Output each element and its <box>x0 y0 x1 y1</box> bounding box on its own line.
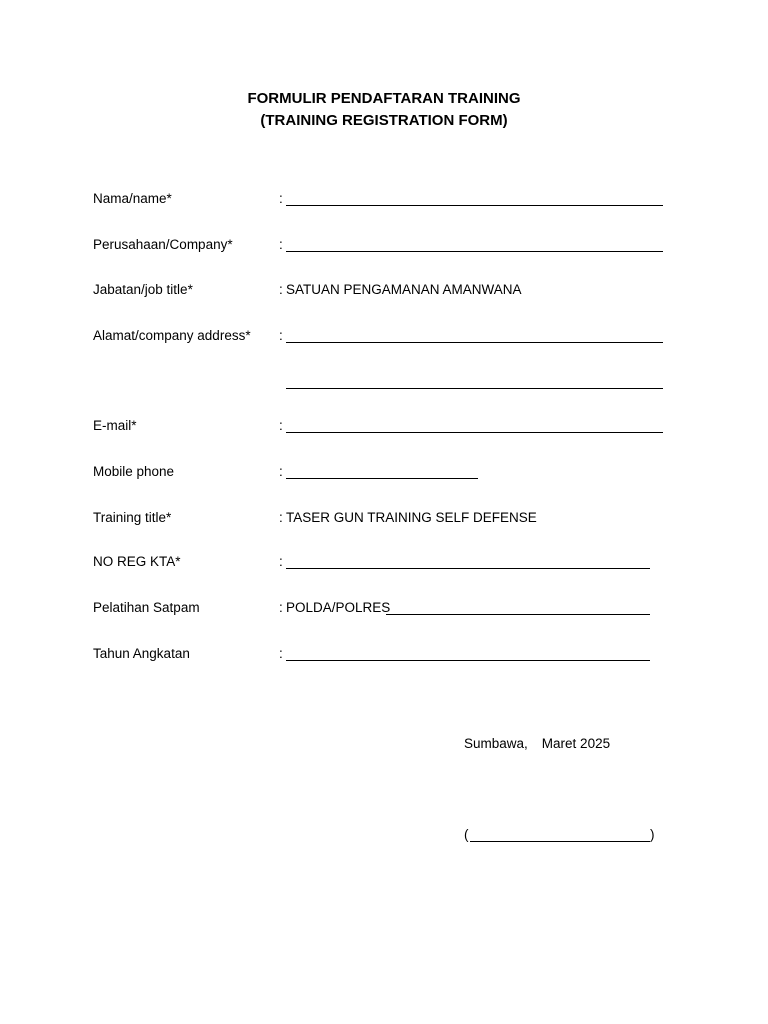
tahun-angkatan-blank-line <box>286 660 650 661</box>
pelatihan-satpam-blank-line <box>386 614 650 615</box>
field-row-company <box>93 234 673 256</box>
date-text: Maret 2025 <box>541 736 611 751</box>
field-row-mobile <box>93 461 673 483</box>
field-row-training-title <box>93 507 673 529</box>
mobile-blank-line <box>286 478 478 479</box>
colon: : <box>279 191 283 206</box>
signature-block <box>464 824 659 846</box>
tahun-angkatan-label: Tahun Angkatan <box>93 646 190 661</box>
form-title: FORMULIR PENDAFTARAN TRAINING <box>247 90 521 107</box>
signature-close-paren: ) <box>650 827 655 842</box>
job-title-value[interactable]: SATUAN PENGAMANAN AMANWANA <box>286 282 522 297</box>
mobile-label: Mobile phone <box>93 464 175 479</box>
email-label: E-mail* <box>93 418 137 433</box>
no-reg-kta-label: NO REG KTA* <box>93 554 181 569</box>
field-row-pelatihan-satpam <box>93 597 673 619</box>
colon: : <box>279 554 283 569</box>
job-title-label: Jabatan/job title* <box>93 282 193 297</box>
address-blank-line <box>286 342 663 343</box>
field-row-address <box>93 325 673 347</box>
field-row-tahun-angkatan <box>93 643 673 665</box>
pelatihan-satpam-label: Pelatihan Satpam <box>93 600 200 615</box>
field-row-address-continued <box>93 371 673 393</box>
no-reg-kta-blank-line <box>286 568 650 569</box>
field-row-no-reg-kta <box>93 551 673 573</box>
place-text: Sumbawa, <box>464 736 528 751</box>
email-blank-line <box>286 432 663 433</box>
colon: : <box>279 237 283 252</box>
field-row-email <box>93 415 673 437</box>
field-row-job-title <box>93 279 673 301</box>
address-label: Alamat/company address* <box>93 328 251 343</box>
address-second-blank-line[interactable] <box>286 388 663 389</box>
signature-line[interactable] <box>470 841 650 842</box>
colon: : <box>279 328 283 343</box>
signature-open-paren: ( <box>464 827 469 842</box>
colon: : <box>279 510 283 525</box>
company-label: Perusahaan/Company* <box>93 237 233 252</box>
colon: : <box>279 646 283 661</box>
training-title-label: Training title* <box>93 510 172 525</box>
company-blank-line <box>286 251 663 252</box>
colon: : <box>279 464 283 479</box>
colon: : <box>279 282 283 297</box>
place-date <box>464 733 610 755</box>
name-label: Nama/name* <box>93 191 172 206</box>
name-blank-line <box>286 205 663 206</box>
form-subtitle: (TRAINING REGISTRATION FORM) <box>260 112 508 129</box>
pelatihan-satpam-value[interactable]: POLDA/POLRES <box>286 600 391 615</box>
colon: : <box>279 418 283 433</box>
training-title-value[interactable]: TASER GUN TRAINING SELF DEFENSE <box>286 510 537 525</box>
colon: : <box>279 600 283 615</box>
field-row-name <box>93 188 673 210</box>
